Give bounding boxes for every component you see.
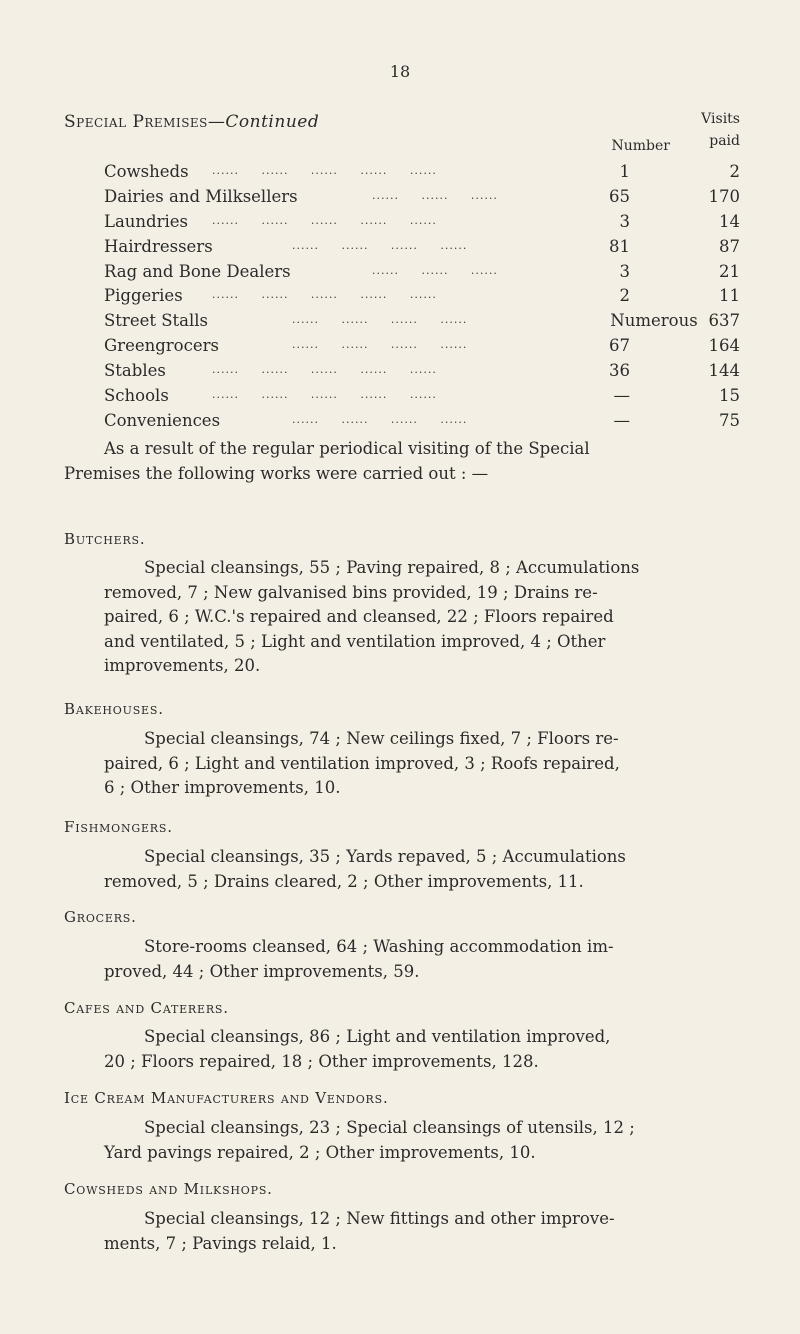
table-row (104, 311, 740, 336)
body-line: Special cleansings, 12 ; New fittings and other improve- (144, 1209, 615, 1228)
body-line: Special cleansings, 86 ; Light and ventilation improved, (144, 1027, 611, 1046)
section-body (104, 935, 740, 984)
premises-name: Hairdressers (104, 236, 213, 256)
premises-visits: 21 (719, 261, 740, 281)
premises-name: Piggeries (104, 286, 183, 306)
body-line: Special cleansings, 23 ; Special cleansings of utensils, 12 ; (144, 1118, 635, 1137)
premises-number: 2 (619, 286, 630, 306)
body-line: improvements, 20. (104, 656, 261, 675)
table-row (104, 237, 740, 262)
premises-visits: 144 (708, 361, 740, 381)
body-line: 20 ; Floors repaired, 18 ; Other improvements, 128. (104, 1051, 539, 1071)
premises-name: Rag and Bone Dealers (104, 261, 291, 281)
body-line: Yard pavings repaired, 2 ; Other improvements, 10. (104, 1142, 536, 1162)
table-row (104, 386, 740, 411)
premises-visits: 14 (719, 211, 740, 231)
body-line: Special cleansings, 35 ; Yards repaved, 5 ; Accumulations (144, 847, 626, 866)
premises-number: 65 (609, 186, 630, 206)
section-body (104, 1207, 740, 1256)
premises-number: 67 (609, 336, 630, 356)
premises-number: 3 (619, 261, 630, 281)
column-header-visits-line2: paid (709, 133, 740, 149)
table-row (104, 187, 740, 212)
leader-dots: ...... ...... ...... ...... ...... (212, 388, 437, 402)
section-heading: Grocers. (64, 908, 137, 926)
page-number: 18 (389, 62, 411, 81)
premises-number: — (613, 410, 630, 430)
section-body (104, 1116, 740, 1165)
section-body (104, 1025, 740, 1074)
table-row (104, 262, 740, 287)
premises-number: 36 (609, 361, 630, 381)
premises-number: Numerous (610, 311, 698, 331)
section-body (104, 727, 740, 801)
section-title-suffix: —Continued (207, 112, 320, 132)
section-body (104, 556, 740, 679)
table-row (104, 286, 740, 311)
premises-visits: 87 (719, 236, 740, 256)
premises-visits: 637 (708, 311, 740, 331)
leader-dots: ...... ...... ...... (372, 263, 498, 277)
body-line: Special cleansings, 74 ; New ceilings fixed, 7 ; Floors re- (144, 729, 619, 748)
section-heading: Bakehouses. (64, 700, 164, 718)
body-line: 6 ; Other improvements, 10. (104, 778, 341, 797)
premises-number: 1 (619, 162, 630, 181)
premises-name: Greengrocers (104, 336, 219, 356)
body-line: removed, 5 ; Drains cleared, 2 ; Other improvements, 11. (104, 871, 584, 891)
column-header-visits (701, 108, 740, 152)
body-line: and ventilated, 5 ; Light and ventilation improved, 4 ; Other (104, 631, 606, 651)
premises-name: Dairies and Milksellers (104, 186, 298, 206)
premises-name: Stables (104, 361, 166, 381)
premises-number: 81 (609, 236, 630, 256)
premises-table (104, 162, 740, 436)
body-line: paired, 6 ; W.C.'s repaired and cleansed, 22 ; Floors repaired (104, 607, 614, 626)
leader-dots: ...... ...... ...... ...... ...... (212, 213, 437, 227)
table-row (104, 212, 740, 237)
leader-dots: ...... ...... ...... (372, 188, 498, 202)
intro-line: As a result of the regular periodical visiting of the Special (104, 439, 590, 458)
section-heading: Ice Cream Manufacturers and Vendors. (64, 1089, 389, 1107)
section-heading: Fishmongers. (64, 818, 173, 836)
premises-name: Cowsheds (104, 162, 189, 181)
leader-dots: ...... ...... ...... ...... (292, 238, 468, 252)
table-row (104, 336, 740, 361)
intro-paragraph (64, 437, 740, 486)
premises-number: 3 (619, 211, 630, 231)
body-line: removed, 7 ; New galvanised bins provided, 19 ; Drains re- (104, 582, 598, 602)
premises-visits: 164 (708, 336, 740, 356)
leader-dots: ...... ...... ...... ...... ...... (212, 164, 437, 177)
section-title (64, 112, 319, 132)
body-line: Special cleansings, 55 ; Paving repaired, 8 ; Accumulations (144, 558, 640, 577)
premises-number: — (613, 386, 630, 406)
section-body (104, 845, 740, 894)
leader-dots: ...... ...... ...... ...... (292, 412, 468, 426)
premises-name: Street Stalls (104, 311, 209, 331)
column-header-number: Number (611, 138, 670, 154)
premises-name: Laundries (104, 211, 189, 231)
column-header-visits-line1: Visits (701, 111, 740, 127)
section-heading: Cafes and Caterers. (64, 999, 229, 1017)
table-row (104, 361, 740, 386)
premises-visits: 2 (729, 162, 740, 181)
premises-visits: 15 (719, 386, 740, 406)
leader-dots: ...... ...... ...... ...... ...... (212, 363, 437, 377)
body-line: ments, 7 ; Pavings relaid, 1. (104, 1233, 337, 1253)
leader-dots: ...... ...... ...... ...... ...... (212, 288, 437, 302)
premises-visits: 11 (719, 286, 740, 306)
section-heading: Butchers. (64, 530, 146, 548)
body-line: paired, 6 ; Light and ventilation improved, 3 ; Roofs repaired, (104, 753, 620, 773)
body-line: proved, 44 ; Other improvements, 59. (104, 961, 420, 981)
intro-line: Premises the following works were carried out : — (64, 463, 489, 483)
section-title-text: Special Premises (64, 112, 208, 132)
premises-visits: 75 (719, 410, 740, 430)
premises-name: Schools (104, 386, 169, 406)
leader-dots: ...... ...... ...... ...... (292, 338, 468, 352)
premises-visits: 170 (708, 186, 740, 206)
table-row (104, 411, 740, 436)
section-heading: Cowsheds and Milkshops. (64, 1180, 273, 1198)
premises-name: Conveniences (104, 410, 221, 430)
table-row (104, 162, 740, 187)
body-line: Store-rooms cleansed, 64 ; Washing accommodation im- (144, 937, 614, 956)
leader-dots: ...... ...... ...... ...... (292, 313, 468, 327)
